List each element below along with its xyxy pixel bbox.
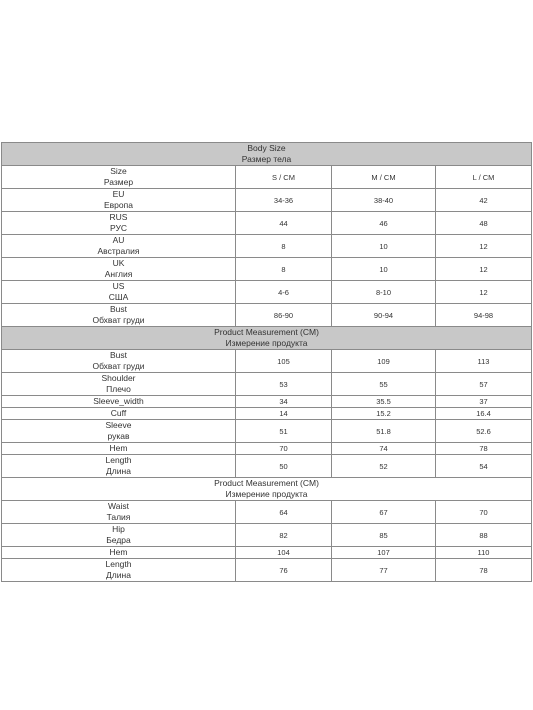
row-label-en: Bust (109, 350, 127, 360)
row-label: Hem (2, 443, 236, 455)
cell-l: 12 (436, 281, 532, 304)
table-row (2, 547, 532, 559)
cell-l: 94-98 (436, 304, 532, 327)
table-row (2, 443, 532, 455)
cell-m: 15.2 (332, 408, 436, 420)
row-label-en: EU (112, 189, 125, 199)
cell-s: 44 (236, 212, 332, 235)
cell-s: 34-36 (236, 189, 332, 212)
row-label-en: Length (105, 455, 132, 465)
table-row (2, 350, 532, 373)
cell-m: 107 (332, 547, 436, 559)
body-size-title (2, 143, 532, 166)
table-row (2, 524, 532, 547)
bottom-measurement-title-ru: Измерение продукта (225, 489, 308, 499)
table-row (2, 373, 532, 396)
cell-s: 14 (236, 408, 332, 420)
top-measurement-title-en: Product Measurement (CM) (214, 327, 319, 337)
table-row (2, 281, 532, 304)
body-size-title-ru: Размер тела (241, 154, 292, 164)
row-label (2, 281, 236, 304)
row-label-en: Length (105, 559, 132, 569)
cell-s: 4-6 (236, 281, 332, 304)
top-measurement-title-ru: Измерение продукта (225, 338, 308, 348)
row-label-en: Waist (108, 501, 129, 511)
body-size-section-header (2, 143, 532, 166)
row-label-en: Bust (109, 304, 127, 314)
cell-s: 34 (236, 396, 332, 408)
size-header-label-ru: Размер (103, 177, 134, 187)
bottom-measurement-title-en: Product Measurement (CM) (214, 478, 319, 488)
table-row (2, 396, 532, 408)
table-row (2, 408, 532, 420)
cell-l: 78 (436, 443, 532, 455)
row-label-ru: Обхват груди (92, 315, 145, 325)
body-size-title-en: Body Size (247, 143, 286, 153)
cell-l: 57 (436, 373, 532, 396)
row-label (2, 212, 236, 235)
cell-m: 90-94 (332, 304, 436, 327)
row-label (2, 258, 236, 281)
table-row (2, 258, 532, 281)
cell-s: 50 (236, 455, 332, 478)
bottom-measurement-section-header (2, 478, 532, 501)
cell-l: 48 (436, 212, 532, 235)
size-header-m: M / CM (332, 166, 436, 189)
size-header-label-en: Size (110, 166, 127, 176)
cell-m: 109 (332, 350, 436, 373)
table-row (2, 559, 532, 582)
row-label-en: AU (112, 235, 125, 245)
cell-m: 77 (332, 559, 436, 582)
cell-s: 70 (236, 443, 332, 455)
row-label (2, 420, 236, 443)
size-header-label (2, 166, 236, 189)
row-label-en: Shoulder (101, 373, 136, 383)
cell-s: 86-90 (236, 304, 332, 327)
cell-l: 88 (436, 524, 532, 547)
cell-m: 52 (332, 455, 436, 478)
cell-l: 37 (436, 396, 532, 408)
cell-l: 42 (436, 189, 532, 212)
row-label: Cuff (2, 408, 236, 420)
row-label (2, 235, 236, 258)
row-label (2, 559, 236, 582)
row-label-en: Hip (112, 524, 125, 534)
cell-m: 51.8 (332, 420, 436, 443)
row-label-ru: Плечо (106, 384, 131, 394)
cell-l: 12 (436, 258, 532, 281)
cell-l: 110 (436, 547, 532, 559)
cell-s: 51 (236, 420, 332, 443)
table-row (2, 304, 532, 327)
row-label-ru: Длина (106, 466, 131, 476)
cell-m: 67 (332, 501, 436, 524)
cell-l: 78 (436, 559, 532, 582)
table-row (2, 420, 532, 443)
cell-s: 105 (236, 350, 332, 373)
cell-m: 85 (332, 524, 436, 547)
size-chart-table (1, 142, 532, 582)
row-label-ru: США (108, 292, 129, 302)
row-label (2, 524, 236, 547)
cell-m: 10 (332, 235, 436, 258)
cell-s: 76 (236, 559, 332, 582)
table-row (2, 189, 532, 212)
cell-m: 8-10 (332, 281, 436, 304)
row-label-ru: Длина (106, 570, 131, 580)
table-row (2, 501, 532, 524)
cell-s: 64 (236, 501, 332, 524)
row-label-en: US (112, 281, 125, 291)
row-label: Hem (2, 547, 236, 559)
bottom-measurement-title (2, 478, 532, 501)
row-label-en: Sleeve (105, 420, 132, 430)
row-label-ru: рукав (107, 431, 130, 441)
cell-m: 55 (332, 373, 436, 396)
table-row (2, 235, 532, 258)
row-label-ru: РУС (109, 223, 128, 233)
cell-l: 70 (436, 501, 532, 524)
cell-s: 8 (236, 258, 332, 281)
cell-l: 52.6 (436, 420, 532, 443)
row-label: Sleeve_width (2, 396, 236, 408)
row-label (2, 455, 236, 478)
table-row (2, 212, 532, 235)
row-label-ru: Австралия (97, 246, 140, 256)
size-header-l: L / CM (436, 166, 532, 189)
cell-s: 53 (236, 373, 332, 396)
cell-l: 54 (436, 455, 532, 478)
cell-l: 113 (436, 350, 532, 373)
row-label (2, 189, 236, 212)
row-label-ru: Европа (104, 200, 133, 210)
cell-l: 16.4 (436, 408, 532, 420)
top-measurement-section-header (2, 327, 532, 350)
cell-s: 8 (236, 235, 332, 258)
row-label (2, 304, 236, 327)
size-header-row (2, 166, 532, 189)
cell-s: 82 (236, 524, 332, 547)
table-row (2, 455, 532, 478)
cell-m: 46 (332, 212, 436, 235)
row-label-ru: Англия (104, 269, 133, 279)
top-measurement-title (2, 327, 532, 350)
row-label-en: RUS (109, 212, 128, 222)
row-label (2, 373, 236, 396)
cell-l: 12 (436, 235, 532, 258)
row-label-ru: Обхват груди (92, 361, 145, 371)
size-header-s: S / CM (236, 166, 332, 189)
cell-m: 35.5 (332, 396, 436, 408)
cell-s: 104 (236, 547, 332, 559)
row-label (2, 501, 236, 524)
row-label-ru: Бедра (106, 535, 131, 545)
cell-m: 10 (332, 258, 436, 281)
cell-m: 74 (332, 443, 436, 455)
row-label (2, 350, 236, 373)
row-label-en: UK (112, 258, 125, 268)
cell-m: 38-40 (332, 189, 436, 212)
row-label-ru: Талия (106, 512, 131, 522)
